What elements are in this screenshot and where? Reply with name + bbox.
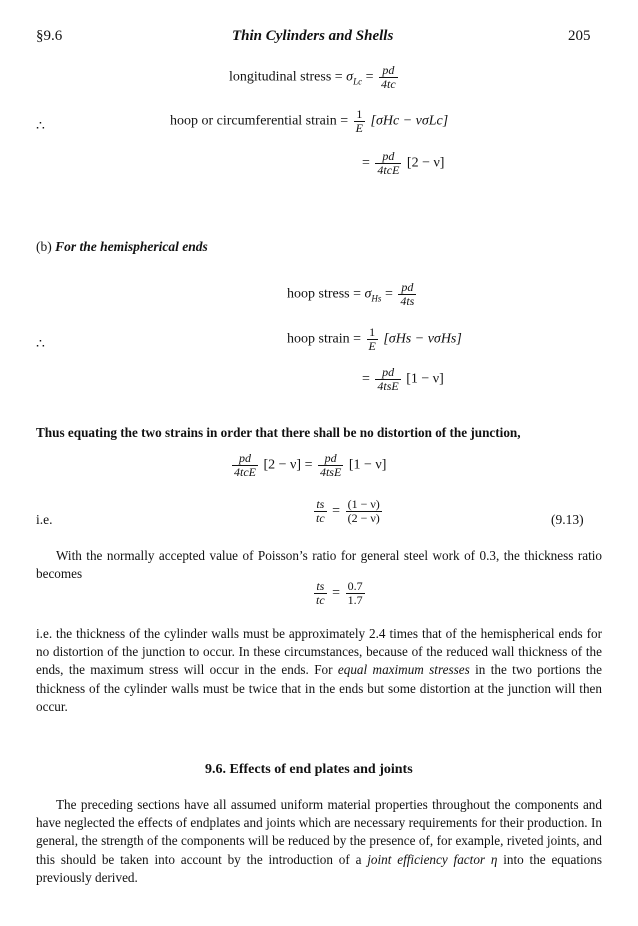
fraction-numerator: 1 xyxy=(356,107,363,121)
eq-label: longitudinal stress = xyxy=(229,69,343,85)
therefore-symbol: ∴ xyxy=(36,119,45,134)
fraction-numerator: ts xyxy=(316,579,325,593)
fraction-denominator: 4tc xyxy=(380,76,396,91)
longitudinal-stress-eq: longitudinal stress = $\sigma_{Lc}$ = $\frac{pd}{4tc}$ xyxy=(229,63,396,91)
fraction-numerator: 1 xyxy=(369,325,376,339)
equating-sentence: Thus equating the two strains in order that there shall be no distortion of the junction, xyxy=(36,425,521,440)
fraction xyxy=(354,108,365,134)
bracket-term: [σHc − νσLc] xyxy=(370,113,449,129)
bracket-term: [1 − ν] xyxy=(406,371,444,387)
numeric-ratio-eq: $\frac{ts}{tc}$ = $\frac{0.7}{1.7}$ xyxy=(316,579,363,607)
section-heading: 9.6. Effects of end plates and joints xyxy=(205,762,413,777)
subsection-heading xyxy=(36,239,208,255)
fraction xyxy=(346,580,365,606)
fraction-denominator: tc xyxy=(316,510,325,525)
section-text-end: into the equations previously derived. xyxy=(36,851,602,885)
fraction-denominator: (2 − ν) xyxy=(347,510,380,525)
heading-prefix: (b) xyxy=(36,239,52,254)
thickness-ratio-eq: $\frac{ts}{tc}$ = $\frac{(1 - \nu)}{(2 - \nu)}$ xyxy=(316,497,380,525)
section-emphasis: joint efficiency factor η xyxy=(367,851,498,867)
fraction-denominator: 4tcE xyxy=(234,464,256,479)
eq-label: hoop stress = xyxy=(287,286,362,302)
bracket-term: [1 − ν] xyxy=(348,457,387,473)
hemi-strain-result: = $\frac{pd}{\text{4tsE}}$ [1 − ν] xyxy=(362,365,444,393)
sigma-subscript: Lc xyxy=(353,76,363,87)
hoop-strain-result: = $\frac{pd}{\text{4tcE}}$ [2 − ν] xyxy=(362,149,445,177)
sigma-symbol: σ xyxy=(364,286,372,302)
fraction xyxy=(314,580,327,606)
fraction xyxy=(375,366,400,392)
fraction-numerator: pd xyxy=(324,451,337,465)
conclusion-paragraph xyxy=(36,625,602,716)
eq-label: hoop or circumferential strain = xyxy=(170,113,349,129)
fraction xyxy=(375,150,401,176)
conclusion-emphasis: equal maximum stresses xyxy=(337,662,470,678)
fraction-denominator: 4ts xyxy=(400,293,415,308)
ie-label: i.e. xyxy=(36,512,53,527)
hoop-strain-eq xyxy=(170,108,448,134)
fraction-numerator: 0.7 xyxy=(347,579,363,593)
fraction-numerator: pd xyxy=(382,149,395,163)
fraction-denominator: 4tsE xyxy=(319,464,342,479)
fraction-denominator: E xyxy=(355,120,364,135)
fraction-denominator: E xyxy=(368,338,376,353)
section-marker: §9.6 xyxy=(36,28,63,44)
therefore-symbol: ∴ xyxy=(36,337,45,352)
fraction xyxy=(367,326,378,352)
bracket-term: [σHs − νσHs] xyxy=(383,331,462,347)
running-title: Thin Cylinders and Shells xyxy=(232,28,394,44)
conclusion-text-end: in the two portions the thickness of the cylinder walls must be twice that in the ends but some distortion at the junction will then occur. xyxy=(36,662,602,714)
conclusion-text: i.e. the thickness of the cylinder walls must be approximately 2.4 times that of the hemispherical ends for no distortion of the junction to occur. In these circumstances, because of the reduced wall thickness of the ends, the maximum stress will occur in the ends. For xyxy=(36,626,602,678)
bracket-term: [2 − ν] xyxy=(406,155,445,171)
fraction-numerator: pd xyxy=(401,280,414,294)
heading-italic: For the hemispherical ends xyxy=(55,239,208,254)
fraction xyxy=(346,498,382,524)
poisson-paragraph: With the normally accepted value of Poisson’s ratio for general steel work of 0.3, the thickness ratio becomes xyxy=(36,548,602,582)
fraction-numerator: pd xyxy=(382,365,395,379)
sigma-subscript: Hs xyxy=(371,293,382,304)
fraction xyxy=(398,281,416,307)
fraction-denominator: 1.7 xyxy=(347,592,363,607)
hoop-stress-eq: hoop stress = $\sigma_{Hs}$ = $\frac{pd}{4ts}$ xyxy=(287,280,415,308)
hemi-hoop-strain-eq xyxy=(287,326,462,352)
fraction-numerator: pd xyxy=(239,451,251,465)
fraction-denominator: 4tcE xyxy=(377,162,400,177)
equation-number: (9.13) xyxy=(551,512,584,527)
fraction-denominator: 4tsE xyxy=(377,378,399,393)
fraction xyxy=(232,452,258,478)
fraction xyxy=(379,64,398,90)
fraction xyxy=(314,498,327,524)
fraction xyxy=(318,452,343,478)
sigma-symbol: σ xyxy=(346,69,354,85)
section-paragraph xyxy=(36,796,602,887)
fraction-numerator: pd xyxy=(382,63,395,77)
page-number: 205 xyxy=(568,28,591,44)
fraction-numerator: ts xyxy=(316,497,325,511)
section-text: The preceding sections have all assumed uniform material properties throughout the components and have neglected the effects of endplates and joints which are necessary requirements for their production. In general, the strength of the components will be reduced by the presence of, for example, riveted joints, and this should be taken into account by the introduction of a xyxy=(36,797,602,867)
fraction-numerator: (1 − ν) xyxy=(347,497,380,511)
fraction-denominator: tc xyxy=(316,592,325,607)
eq-label: hoop strain = xyxy=(287,331,361,347)
bracket-term: [2 − ν] xyxy=(263,457,302,473)
equated-strains-eq: $\frac{pd}{\text{4tcE}}$ [2 − ν] = $\frac{pd}{\text{4tsE}}$ [1 − ν] xyxy=(234,451,387,479)
